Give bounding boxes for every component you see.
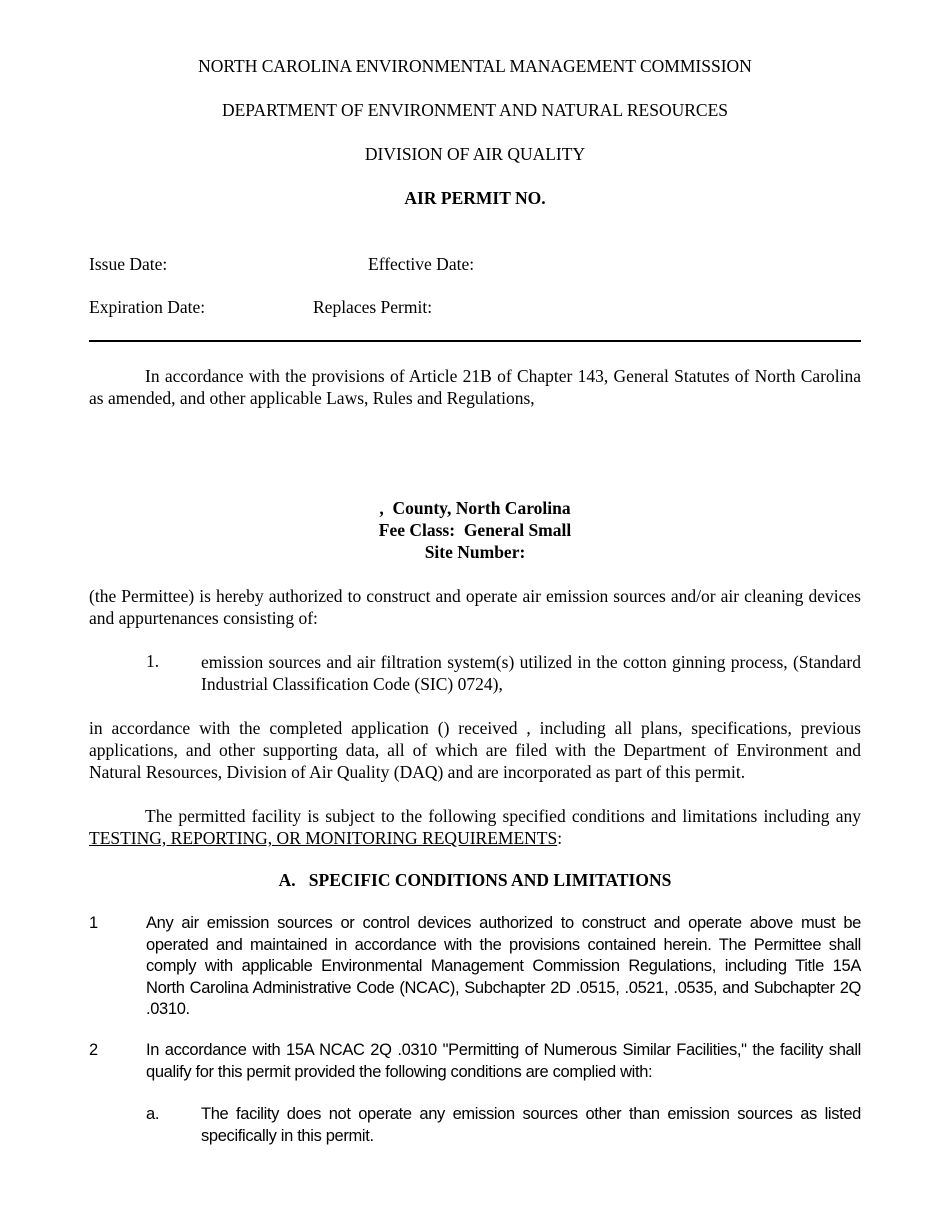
- requirements-underlined: TESTING, REPORTING, OR MONITORING REQUIREMENTS: [89, 828, 558, 848]
- conditions-intro-suffix: :: [557, 828, 563, 848]
- header-divider: [89, 340, 861, 342]
- intro-paragraph: In accordance with the provisions of Article 21B of Chapter 143, General Statutes of North Carolina as amended, and other applicable Laws, Rules and Regulations,: [89, 366, 861, 408]
- condition-text: In accordance with 15A NCAC 2Q .0310 "Permitting of Numerous Similar Facilities," the facility shall qualify for this permit provided the following conditions are complied with:: [146, 1041, 861, 1081]
- subcondition-letter: a.: [146, 1105, 160, 1123]
- condition-text: Any air emission sources or control devices authorized to construct and operate above must be operated and maintained in accordance with the provisions contained herein. The Permittee shall comply with applicable Environmental Management Commission Regulations, including Title 15A North Carolina Administrative Code (NCAC), Subchapter 2D .0515, .0521, .0535, and Subchapter 2Q .0310.: [146, 914, 861, 1018]
- facility-block: [0, 497, 950, 563]
- county-line: , County, North Carolina: [379, 498, 571, 518]
- commission-heading: NORTH CAROLINA ENVIRONMENTAL MANAGEMENT COMMISSION: [198, 56, 752, 76]
- subcondition-text: The facility does not operate any emission sources other than emission sources as listed specifically in this permit.: [201, 1105, 861, 1145]
- section-a-title: A. SPECIFIC CONDITIONS AND LIMITATIONS: [278, 870, 672, 890]
- effective-date-label: Effective Date:: [368, 254, 475, 274]
- department-heading: DEPARTMENT OF ENVIRONMENT AND NATURAL RESOURCES: [221, 100, 728, 120]
- issue-date-label: Issue Date:: [89, 254, 168, 274]
- authorization-paragraph: (the Permittee) is hereby authorized to construct and operate air emission sources and/or air cleaning devices and appurtenances consisting of:: [89, 586, 861, 628]
- source-number: 1.: [146, 651, 160, 671]
- permit-number-title: AIR PERMIT NO.: [404, 188, 546, 208]
- source-description: emission sources and air filtration system(s) utilized in the cotton ginning process, (Standard Industrial Classification Code (SIC) 0724),: [201, 652, 861, 694]
- condition-number: 1: [89, 914, 98, 932]
- conditions-intro-paragraph: [89, 805, 861, 849]
- conditions-intro-text: The permitted facility is subject to the following specified conditions and limitations including any: [145, 806, 861, 826]
- fee-class: Fee Class: General Small: [378, 520, 572, 540]
- expiration-date-label: Expiration Date:: [89, 297, 206, 317]
- replaces-permit-label: Replaces Permit:: [313, 297, 433, 317]
- application-paragraph: in accordance with the completed application () received , including all plans, specifications, previous applications, and other supporting data, all of which are filed with the Department of Environment and Natural Resources, Division of Air Quality (DAQ) and are incorporated as part of this permit.: [89, 718, 861, 782]
- condition-number: 2: [89, 1041, 98, 1059]
- division-heading: DIVISION OF AIR QUALITY: [364, 144, 586, 164]
- site-number: Site Number:: [424, 542, 526, 562]
